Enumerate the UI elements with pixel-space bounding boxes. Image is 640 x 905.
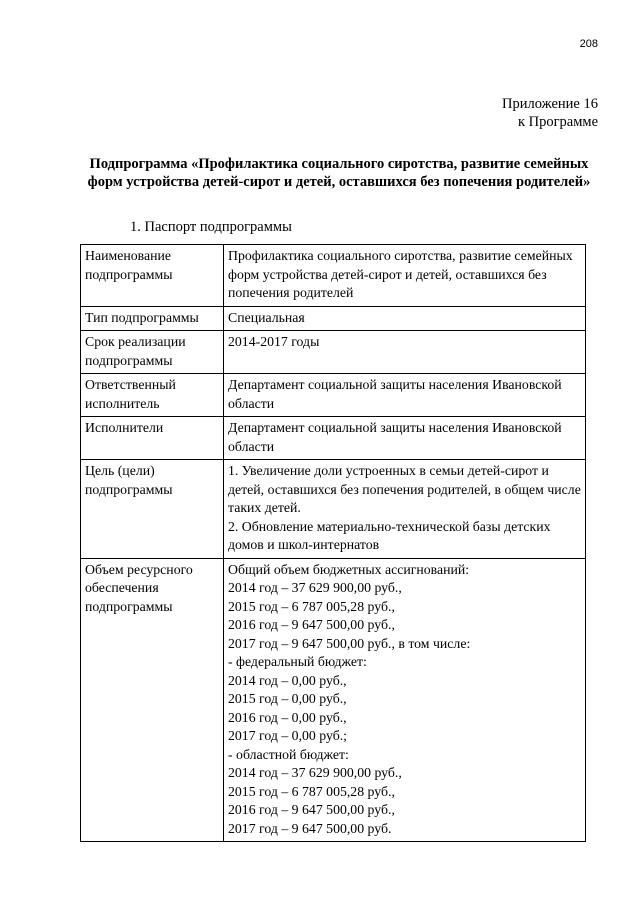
row-value: Специальная bbox=[224, 306, 586, 331]
funding-line: - областной бюджет: bbox=[228, 746, 349, 762]
row-label: Срок реализации подпрограммы bbox=[81, 331, 224, 374]
table-row bbox=[81, 331, 586, 374]
page-number: 208 bbox=[579, 38, 598, 50]
table-row bbox=[81, 460, 586, 559]
row-label: Цель (цели) подпрограммы bbox=[81, 460, 224, 559]
row-value: Департамент социальной защиты населения Ивановской области bbox=[224, 374, 586, 417]
table-row bbox=[81, 306, 586, 331]
row-value bbox=[224, 558, 586, 842]
document-title: Подпрограмма «Профилактика социального сиротства, развитие семейных форм устройства детей-сирот и детей, оставшихся без попечения родителей» bbox=[87, 156, 591, 190]
funding-line: - федеральный бюджет: bbox=[228, 654, 367, 669]
funding-line: 2015 год – 0,00 руб., bbox=[228, 691, 347, 706]
goal-item: 2. Обновление материально-технической базы детских домов и школ-интернатов bbox=[228, 518, 551, 552]
table-row bbox=[81, 374, 586, 417]
section-heading: 1. Паспорт подпрограммы bbox=[130, 219, 292, 235]
goal-item: 1. Увеличение доли устроенных в семьи детей-сирот и детей, оставшихся без попечения родителей, в общем числе таких детей. bbox=[228, 463, 581, 515]
funding-line: Общий объем бюджетных ассигнований: bbox=[228, 561, 470, 577]
funding-line: 2017 год – 0,00 руб.; bbox=[228, 728, 348, 743]
row-label: Исполнители bbox=[81, 417, 224, 460]
row-label: Тип подпрограммы bbox=[81, 306, 224, 331]
table-row bbox=[81, 245, 586, 307]
funding-line: 2016 год – 0,00 руб., bbox=[228, 709, 347, 725]
appendix-line2: к Программе bbox=[517, 114, 598, 130]
appendix-note bbox=[502, 95, 598, 131]
funding-line: 2017 год – 9 647 500,00 руб. bbox=[228, 820, 392, 836]
funding-line: 2015 год – 6 787 005,28 руб., bbox=[228, 598, 395, 614]
funding-line: 2016 год – 9 647 500,00 руб., bbox=[228, 802, 395, 817]
table-row bbox=[81, 558, 586, 842]
funding-line: 2017 год – 9 647 500,00 руб., в том числе: bbox=[228, 635, 471, 651]
passport-table bbox=[80, 244, 586, 842]
funding-line: 2015 год – 6 787 005,28 руб., bbox=[228, 783, 395, 799]
row-value: 2014-2017 годы bbox=[224, 331, 586, 374]
appendix-line1: Приложение 16 bbox=[502, 96, 598, 112]
row-label: Ответственный исполнитель bbox=[81, 374, 224, 417]
row-label: Объем ресурсного обеспечения подпрограммы bbox=[81, 558, 224, 842]
row-value bbox=[224, 460, 586, 559]
funding-line: 2014 год – 37 629 900,00 руб., bbox=[228, 580, 402, 595]
row-value: Профилактика социального сиротства, развитие семейных форм устройства детей-сирот и детей, оставшихся без попечения родителей bbox=[224, 245, 586, 307]
funding-line: 2014 год – 0,00 руб., bbox=[228, 672, 347, 688]
funding-line: 2016 год – 9 647 500,00 руб., bbox=[228, 617, 395, 632]
table-row bbox=[81, 417, 586, 460]
row-value: Департамент социальной защиты населения Ивановской области bbox=[224, 417, 586, 460]
row-label: Наименование подпрограммы bbox=[81, 245, 224, 307]
funding-line: 2014 год – 37 629 900,00 руб., bbox=[228, 765, 402, 780]
